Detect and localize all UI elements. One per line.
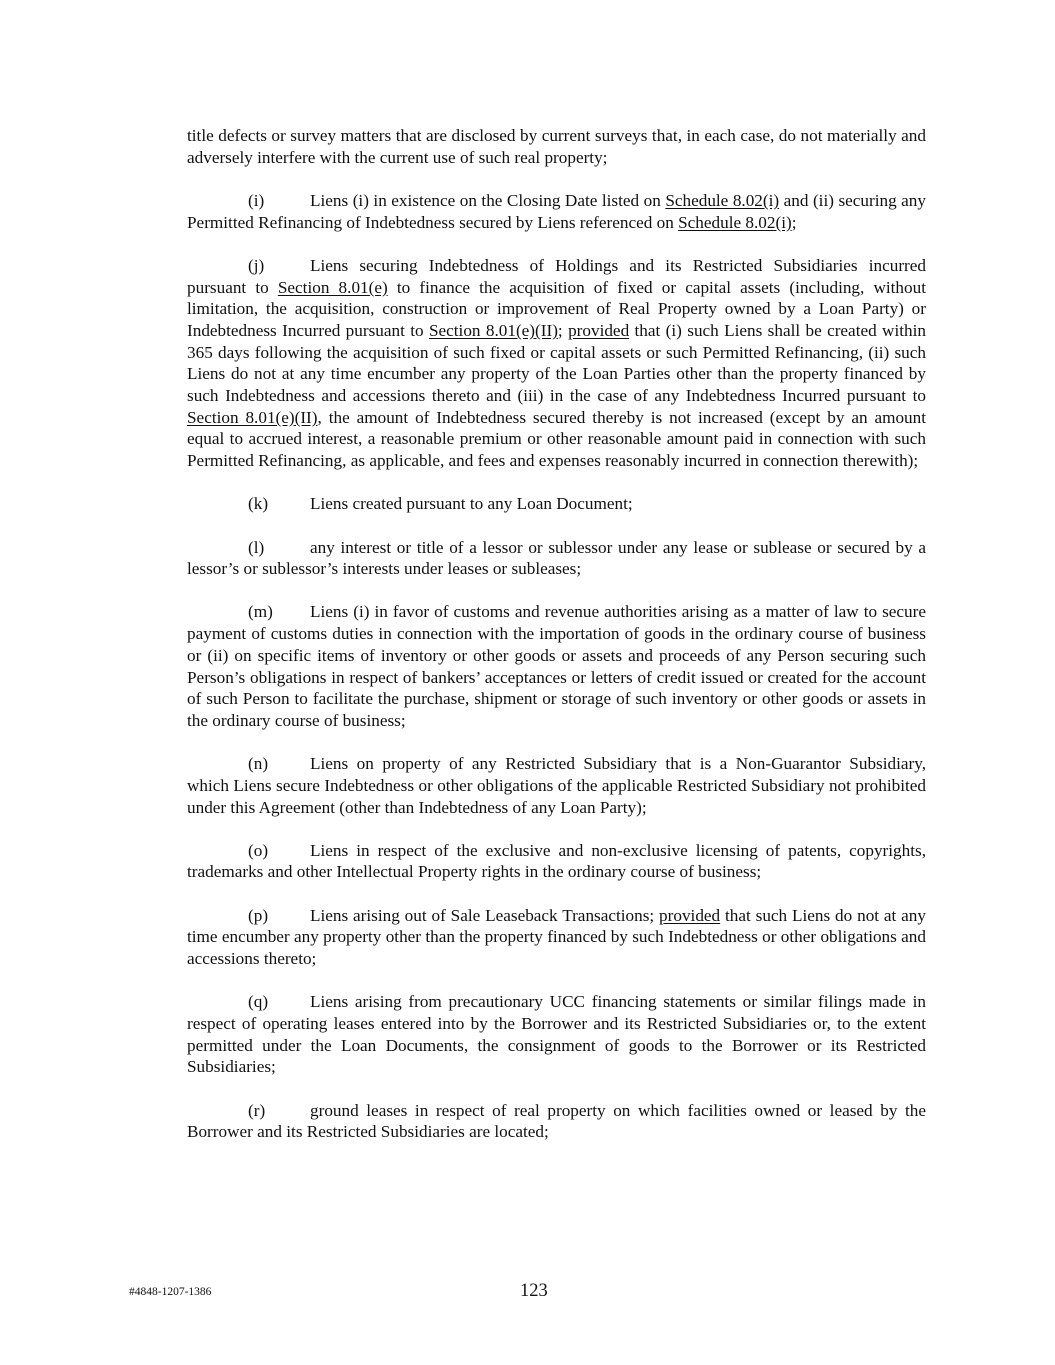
cross-reference: Schedule 8.02(i) <box>678 212 792 232</box>
clause-paragraph <box>187 493 926 515</box>
cross-reference: Section 8.01(e)(II) <box>428 320 558 340</box>
clause-text: Liens (i) in favor of customs and revenue authorities arising as a matter of law to secure payment of customs duties in connection with the importation of goods in the ordinary course of business or (ii) on specific items of inventory or other goods or assets and proceeds of any Person securing such Person’s obligations in respect of bankers’ acceptances or letters of credit issued or created for the account of such Person to facilitate the purchase, shipment or storage of such inventory or other goods or assets in the ordinary course of business; <box>187 602 926 730</box>
cross-reference: provided <box>568 320 630 340</box>
document-body <box>187 125 926 1165</box>
clause-paragraph <box>187 537 926 580</box>
clause-text: Liens on property of any Restricted Subsidiary that is a Non-Guarantor Subsidiary, which Liens secure Indebtedness or other obligations of the applicable Restricted Subsidiary not prohibited under this Agreement (other than Indebtedness of any Loan Party); <box>187 754 926 817</box>
clause-paragraph <box>187 905 926 970</box>
document-id: #4848-1207-1386 <box>129 1286 212 1298</box>
clause-text: that (i) such Liens shall be created within 365 days following the acquisition of such fixed or capital assets or such Permitted Refinancing, (ii) such Liens do not at any time encumber any property of the Loan Parties other than the property financed by such Indebtedness and accessions thereto and (iii) in the case of any Indebtedness Incurred pursuant to <box>187 320 926 406</box>
cross-reference: provided <box>659 905 721 925</box>
clause-marker: (j) <box>248 255 265 275</box>
page-number: 123 <box>520 1281 548 1301</box>
clause-paragraph <box>187 840 926 883</box>
clause-text: Liens arising out of Sale Leaseback Transactions; <box>310 905 660 925</box>
clause-text: ; <box>791 212 797 232</box>
clause-paragraph <box>187 991 926 1078</box>
clause-text: Liens arising from precautionary UCC financing statements or similar filings made in respect of operating leases entered into by the Borrower and its Restricted Subsidiaries or, to the extent permitted under the Loan Documents, the consignment of goods to the Borrower or its Restricted Subsidiaries; <box>187 992 926 1077</box>
cross-reference: Schedule 8.02(i) <box>665 190 780 210</box>
clause-text: Liens created pursuant to any Loan Document; <box>310 494 633 514</box>
clause-text: Liens in respect of the exclusive and non-exclusive licensing of patents, copyrights, trademarks and other Intellectual Property rights in the ordinary course of business; <box>187 840 926 882</box>
clause-paragraph <box>187 255 926 472</box>
cross-reference: Section 8.01(e) <box>277 277 388 297</box>
clause-text: to finance the acquisition of fixed or capital assets (including, without limitation, the acquisition, construction or improvement of Real Property owned by a Loan Party) or Indebtedness Incurred pursuant to <box>187 277 926 340</box>
clause-text: that such Liens do not at any time encumber any property other than the property financed by such Indebtedness or other obligations and accessions thereto; <box>187 905 926 969</box>
clause-marker: (l) <box>248 537 265 557</box>
clause-text: Liens securing Indebtedness of Holdings and its Restricted Subsidiaries incurred pursuant to <box>187 255 926 297</box>
clause-paragraph <box>187 190 926 233</box>
clause-marker: (p) <box>248 905 269 925</box>
clause-marker: (i) <box>248 190 265 210</box>
clause-text: title defects or survey matters that are disclosed by current surveys that, in each case, do not materially and adversely interfere with the current use of such real property; <box>187 126 926 167</box>
continuation-paragraph <box>187 125 926 168</box>
clause-text: any interest or title of a lessor or sublessor under any lease or sublease or secured by a lessor’s or sublessor’s interests under leases or subleases; <box>187 537 926 579</box>
cross-reference: Section 8.01(e)(II) <box>187 407 318 427</box>
clause-text: Liens (i) in existence on the Closing Date listed on <box>310 190 666 210</box>
clause-marker: (q) <box>248 992 269 1012</box>
clause-marker: (m) <box>248 602 273 622</box>
clause-text: , the amount of Indebtedness secured thereby is not increased (except by an amount equal to accrued interest, a reasonable premium or other reasonable amount paid in connection with such Permitted Refinancing, as applicable, and fees and expenses reasonably incurred in connection therewith); <box>187 407 926 471</box>
clause-paragraph <box>187 1100 926 1143</box>
clause-marker: (o) <box>248 840 269 860</box>
clause-text: ground leases in respect of real property on which facilities owned or leased by the Borrower and its Restricted Subsidiaries are located; <box>187 1100 926 1142</box>
clause-marker: (k) <box>248 494 269 514</box>
clause-text: and (ii) securing any Permitted Refinancing of Indebtedness secured by Liens referenced on <box>187 190 926 232</box>
clause-marker: (r) <box>248 1100 266 1120</box>
clause-paragraph <box>187 601 926 731</box>
clause-text: ; <box>557 320 569 340</box>
clause-paragraph <box>187 753 926 818</box>
clause-marker: (n) <box>248 754 269 774</box>
